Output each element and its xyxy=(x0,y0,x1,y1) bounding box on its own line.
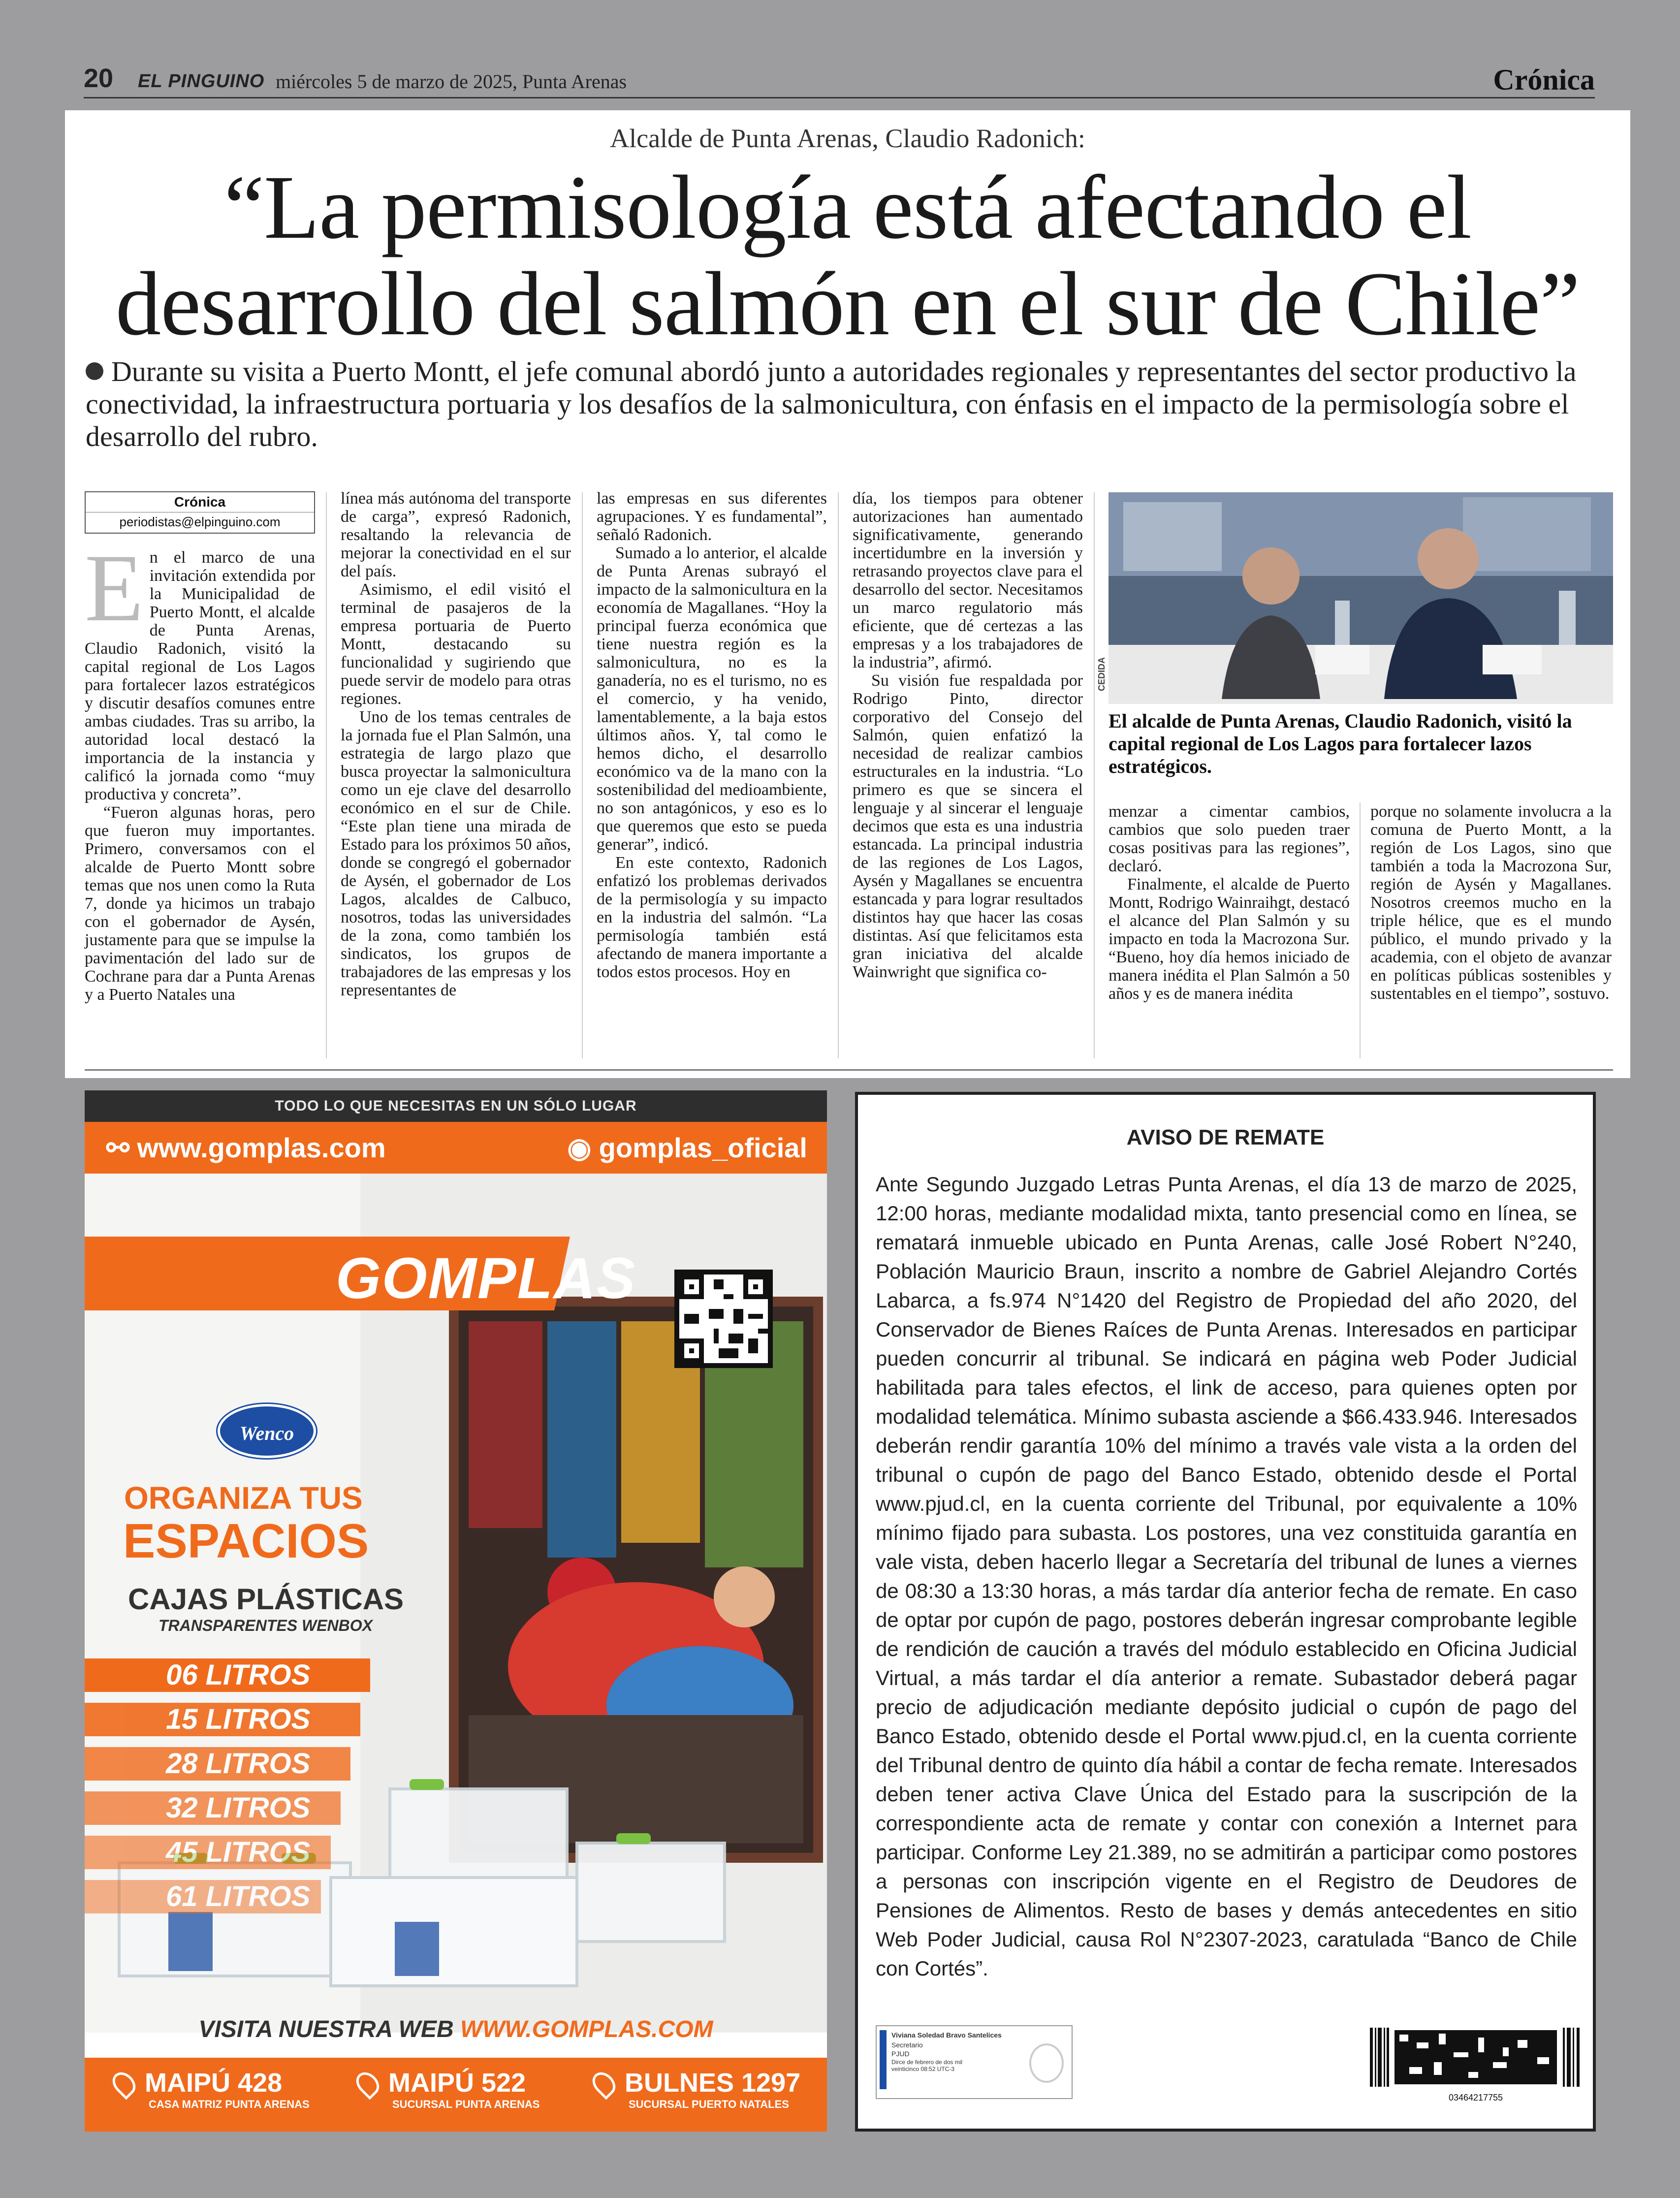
qr-code-icon[interactable] xyxy=(674,1270,773,1368)
paragraph: Sumado a lo anterior, el alcalde de Punta Arenas subrayó el impacto de la salmonicultura en la economía de Magallanes. “Hoy la principal fuerza económica que tiene nuestra región es la salmonicultura, no es la ganadería, no es el turismo, no es el comercio, y ha venido, lamentablemente, a la baja estos últimos años. Y, tal como le hemos dicho, el desarrollo económico va de la mano con la sostenibilidad del medioambiente, no son antagónicos, y eso es lo que queremos que esto se pueda generar”, indicó. xyxy=(597,544,827,854)
paragraph: En este contexto, Radonich enfatizó los problemas derivados de la permisología y su impacto en la industria del salmón. “La permisología también está afectando de manera importante a todos estos procesos. Hoy en xyxy=(597,854,827,981)
barcode-number: 03464217755 xyxy=(1448,2093,1503,2102)
paragraph: “Fueron algunas horas, pero que fueron muy importantes. Primero, conversamos con el alcalde de Puerto Montt sobre temas que nos unen como la Ruta 7, donde ya hicimos un trabajo con el gobernador de Aysén, justamente para que se impulse la pavimentación del lado sur de Cochrane para dar a Punta Arenas y a Puerto Natales una xyxy=(85,803,315,1004)
size-badge: 06 LITROS xyxy=(85,1658,370,1692)
paragraph: Uno de los temas centrales de la jornada fue el Plan Salmón, una estrategia de largo plazo que busca proyectar la salmonicultura como un eje clave del desarrollo económico en el sur de Chile. “Este plan tiene una mirada de Estado para los próximos 50 años, donde se congregó el gobernador de Aysén, el gobernador de Los Lagos, alcaldes de Calbuco, nosotros, todas las universidades de la zona, como también los sindicatos, los grupos de trabajadores de las empresas y los representantes de xyxy=(341,708,571,999)
ad-product-sub: TRANSPARENTES WENBOX xyxy=(158,1617,373,1634)
photo-credit: CEDIDA xyxy=(1097,657,1107,691)
byline-box xyxy=(85,491,315,534)
bullet-icon xyxy=(86,362,103,380)
article-lead xyxy=(86,355,1617,453)
ad-social[interactable]: ◉ gomplas_oficial xyxy=(567,1132,807,1163)
ad-headline-2: ESPACIOS xyxy=(123,1514,369,1568)
page-number: 20 xyxy=(84,64,114,93)
paragraph: las empresas en sus diferentes agrupaciones. Y es fundamental”, señaló Radonich. xyxy=(597,489,827,544)
store-address: MAIPÚ 522 SUCURSAL PUNTA ARENAS xyxy=(358,2068,539,2111)
paragraph: Finalmente, el alcalde de Puerto Montt, Rodrigo Wainraihgt, destacó el alcance del Plan Salmón y su impacto en toda la Macrozona Sur. “Bueno, hoy día hemos iniciado de manera inédita el Plan Salmón a 50 años y es de manera inédita xyxy=(1109,875,1350,1003)
drop-cap: E xyxy=(85,535,144,641)
wenco-badge: Wenco xyxy=(218,1404,316,1458)
size-badge: 15 LITROS xyxy=(85,1703,360,1736)
ad-website[interactable]: ⚯ www.gomplas.com xyxy=(106,1132,386,1163)
article-column-1 xyxy=(85,535,315,1112)
gomplas-logo: GOMPLAS xyxy=(336,1246,636,1311)
paragraph: Su visión fue respaldada por Rodrigo Pinto, director corporativo del Consejo del Salmón, quien enfatizó la necesidad de realizar cambios estructurales en la industria. “Lo primero es que se sincera el lenguaje y al sincerar el lenguaje decimos que esta es una industria estancada. La principal industria de las regiones de Los Lagos, Aysén y Magallanes se encuentra estancada y para lograr resultados distintos hay que hacer las cosas distintas. Así que felicitamos esta gran iniciativa del alcalde Wainwright que significa co- xyxy=(853,671,1083,981)
store-address: MAIPÚ 428 CASA MATRIZ PUNTA ARENAS xyxy=(114,2068,310,2111)
location-pin-icon xyxy=(351,2068,383,2100)
size-badge: 45 LITROS xyxy=(85,1836,331,1869)
column-divider xyxy=(838,492,839,1058)
paragraph: línea más autónoma del transporte de carga”, expresó Radonich, resaltando la relevancia de mejorar la conectividad en el sur del país. xyxy=(341,489,571,580)
size-badge: 32 LITROS xyxy=(85,1791,341,1825)
paragraph: En el marco de una invitación extendida por la Municipalidad de Puerto Montt, el alcalde de Punta Arenas, Claudio Radonich, visitó la capital regional de Los Lagos para fortalecer lazos estratégicos y discutir desafíos comunes entre ambas ciudades. Tras su arribo, la autoridad local destacó la importancia de la instancia y calificó la jornada como “muy productiva y concreta”. xyxy=(85,535,315,803)
section-title: Crónica xyxy=(1493,64,1595,96)
article-photo xyxy=(1109,492,1613,704)
dateline: miércoles 5 de marzo de 2025, Punta Arenas xyxy=(276,70,627,93)
column-divider xyxy=(1360,802,1361,1058)
lead-text: Durante su visita a Puerto Montt, el jefe comunal abordó junto a autoridades regionales y representantes del sector productivo la conectividad, la infraestructura portuaria y los desafíos de la salmonicultura, con énfasis en el impacto de la permisología sobre el desarrollo del rubro. xyxy=(86,355,1577,452)
divider xyxy=(85,1069,1613,1071)
size-badge: 61 LITROS xyxy=(85,1880,321,1913)
article-column-5 xyxy=(1109,802,1350,1003)
ad-headline-1: ORGANIZA TUS xyxy=(124,1480,363,1516)
legal-notice xyxy=(855,1092,1596,2132)
signer-note: Dirce de febrero de dos mil veinticinco 08:52 UTC-3 xyxy=(891,2059,963,2072)
article-column-2 xyxy=(341,489,571,999)
lock-seal-icon xyxy=(1029,2043,1064,2083)
ad-stores-bar xyxy=(85,2058,827,2132)
byline-section: Crónica xyxy=(86,492,314,512)
article-kicker: Alcalde de Punta Arenas, Claudio Radonich: xyxy=(610,124,1085,153)
ad-top-banner: TODO LO QUE NECESITAS EN UN SÓLO LUGAR xyxy=(85,1090,827,1122)
article-column-4 xyxy=(853,489,1083,981)
gomplas-advertisement xyxy=(85,1090,827,2132)
newspaper-brand: EL PINGUINO xyxy=(138,71,265,92)
paragraph: Asimismo, el edil visitó el terminal de pasajeros de la empresa portuaria de Puerto Montt, destacando su funcionalidad y sugiriendo que puede servir de modelo para otras regiones. xyxy=(341,580,571,708)
page-header xyxy=(84,63,1595,98)
location-pin-icon xyxy=(588,2068,620,2100)
ad-product: CAJAS PLÁSTICAS xyxy=(128,1583,404,1616)
size-badge: 28 LITROS xyxy=(85,1747,350,1781)
signer-role: Secretario xyxy=(891,2041,923,2049)
notice-body: Ante Segundo Juzgado Letras Punta Arenas, el día 13 de marzo de 2025, 12:00 horas, mediante modalidad mixta, tanto presencial como en línea, se rematará inmueble ubicado en Punta Arenas, calle José Robert N°240, Población Mauricio Braun, inscrito a nombre de Gabriel Alejandro Cortés Labarca, a fs.974 N°1420 del Registro de Propiedad del año 2020, del Conservador de Bienes Raíces de Punta Arenas. Interesados en participar pueden concurrir al tribunal. Se indicará en página web Poder Judicial habilitada para tales efectos, el link de acceso, para quienes opten por modalidad telemática. Mínimo subasta asciende a $66.433.946. Interesados deberán rendir garantía 10% del mínimo a través vale vista a la orden del tribunal o cupón de pago del Banco Estado, obtenido desde el Portal www.pjud.cl, en la cuenta corriente del Tribunal, por equivalente a 10% mínimo fijado para subasta. Los postores, una vez constituida garantía en vale vista, deben hacerlo llegar a Secretaría del tribunal de lunes a viernes de 08:30 a 13:30 horas, a más tardar día anterior fecha de remate. En caso de optar por cupón de pago, postores deberán ingresar comprobante legible de rendición de caución a través del módulo establecido en Oficina Judicial Virtual, a más tardar el día anterior a remate. Subastador deberá pagar precio de adjudicación mediante depósito judicial o cupón de pago del Banco Estado, obtenido desde el Portal www.pjud.cl, en la cuenta corriente del Tribunal dentro de quinto día hábil a contar de fecha remate. Interesados deben tener activa Clave Única del Estado para la suscripción de la correspondiente acta de remate y contar con conexión a Internet para participar. Conforme Ley 21.389, no se admitirán a participar como postores a personas con inscripción vigente en el Registro de Deudores de Pensiones de Alimentos. Resto de bases y demás antecedentes en sitio Web Poder Judicial, causa Rol N°2307-2023, caratulada “Banco de Chile con Cortés”. xyxy=(876,1173,1577,1980)
paragraph: porque no solamente involucra a la comuna de Puerto Montt, a la región de Los Lagos, sino que también a toda la Macrozona Sur, región de Aysén y Magallanes. Nosotros creemos mucho en la triple hélice, que es el mundo público, el mundo privado y la academia, con el objeto de avanzar en políticas públicas sostenibles y sustentables en el tiempo”, sostuvo. xyxy=(1370,802,1612,1003)
barcode-icon xyxy=(1370,2028,1582,2087)
article-column-6 xyxy=(1370,802,1612,1003)
photo-caption: El alcalde de Punta Arenas, Claudio Radonich, visitó la capital regional de Los Lagos para fortalecer lazos estratégicos. xyxy=(1109,710,1572,777)
signer-org: PJUD xyxy=(891,2050,910,2058)
signer-name: Viviana Soledad Bravo Santelices xyxy=(891,2031,1002,2039)
ad-web-bar xyxy=(85,1122,827,1174)
notice-title: AVISO DE REMATE xyxy=(1126,1125,1325,1149)
paragraph: día, los tiempos para obtener autorizaciones han aumentado significativamente, generando incertidumbre en la inversión y retrasando proyectos clave para el desarrollo del sector. Necesitamos un marco regulatorio más eficiente, que dé certezas a las empresas y a los trabajadores de la industria”, afirmó. xyxy=(853,489,1083,671)
byline-email: periodistas@elpinguino.com xyxy=(119,514,281,529)
paragraph: menzar a cimentar cambios, cambios que solo pueden traer cosas positivas para las regiones”, declaró. xyxy=(1109,802,1350,875)
ad-scene xyxy=(85,1174,827,2033)
signature-stripe xyxy=(880,2030,887,2089)
electronic-signature xyxy=(876,2025,1073,2099)
column-divider xyxy=(1094,492,1095,1058)
article xyxy=(65,110,1630,1078)
ad-visit-web[interactable]: VISITA NUESTRA WEB WWW.GOMPLAS.COM xyxy=(198,2016,713,2042)
column-divider xyxy=(582,492,583,1058)
column-divider xyxy=(326,492,327,1058)
location-pin-icon xyxy=(108,2068,140,2100)
article-headline: “La permisología está afectando el desarrollo del salmón en el sur de Chile” xyxy=(115,157,1580,354)
store-address: BULNES 1297 SUCURSAL PUERTO NATALES xyxy=(594,2068,800,2111)
article-column-3 xyxy=(597,489,827,981)
